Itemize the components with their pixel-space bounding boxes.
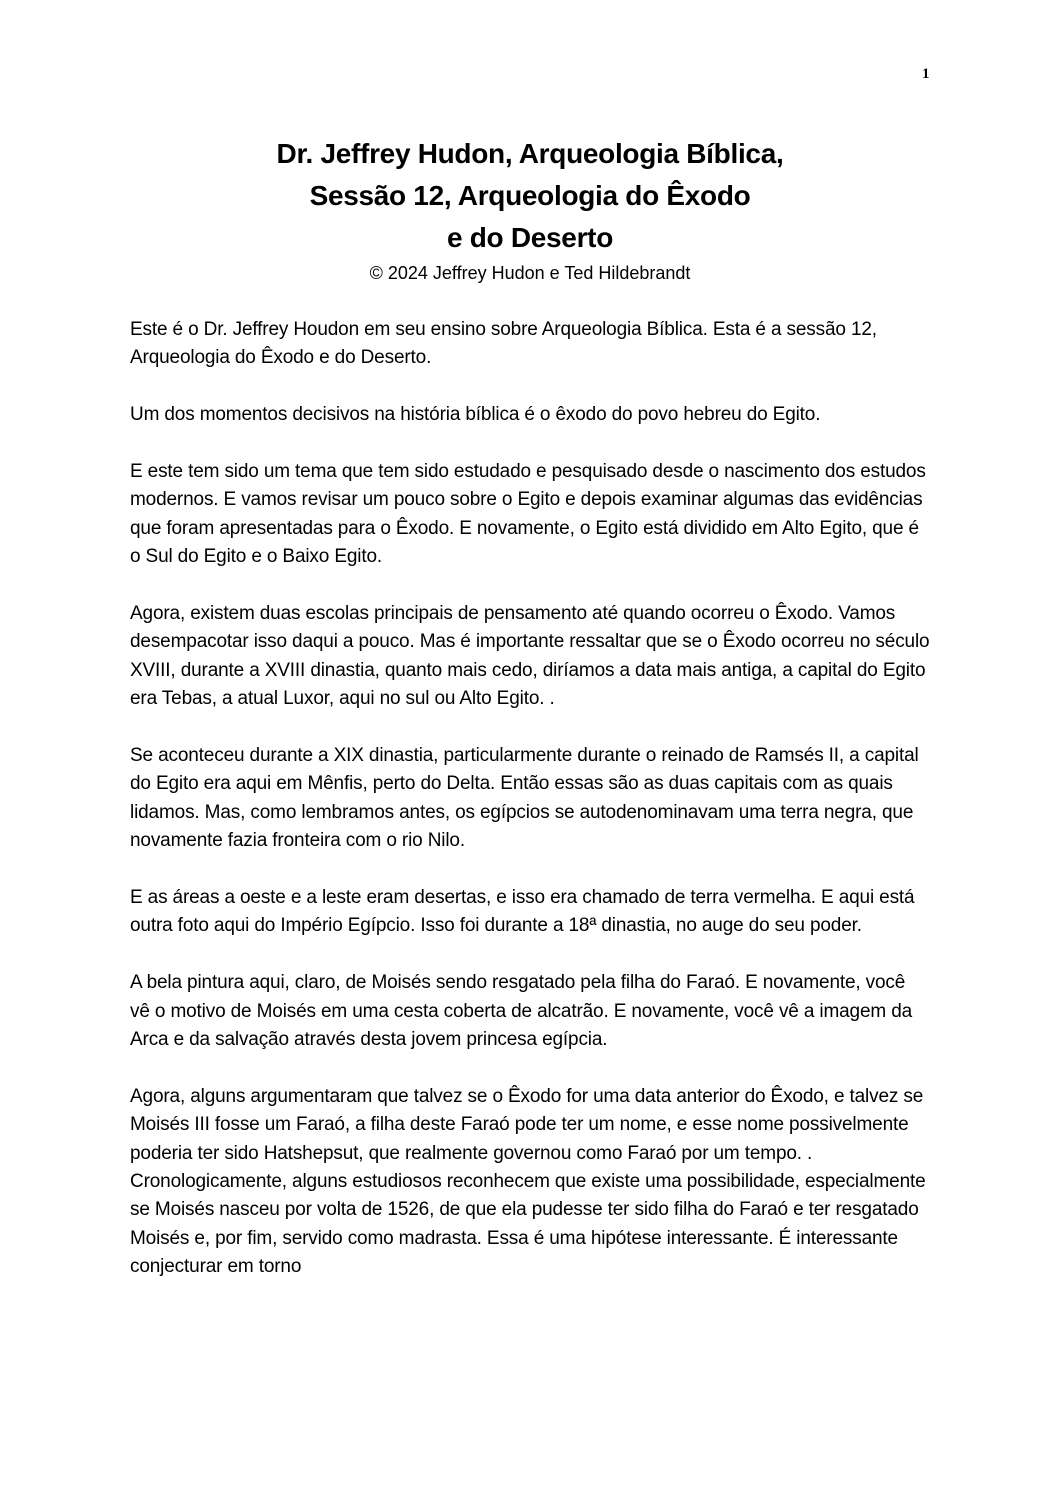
paragraph: A bela pintura aqui, claro, de Moisés sendo resgatado pela filha do Faraó. E novamente, você vê o motivo de Moisés em uma cesta coberta de alcatrão. E novamente, você vê a imagem da Arca e da salvação através desta jovem princesa egípcia. — [130, 972, 913, 1051]
paragraph: E as áreas a oeste e a leste eram desertas, e isso era chamado de terra vermelha. E aqui está outra foto aqui do Império Egípcio. Isso foi durante a 18ª dinastia, no auge do seu poder. — [130, 887, 915, 937]
paragraph: Se aconteceu durante a XIX dinastia, particularmente durante o reinado de Ramsés II, a capital do Egito era aqui em Mênfis, perto do Delta. Então essas são as duas capitais com as quais lidamos. Mas, como lembramos antes, os egípcios se autodenominavam uma terra negra, que novamente fazia fronteira com o rio Nilo. — [130, 745, 919, 852]
paragraph: Este é o Dr. Jeffrey Houdon em seu ensino sobre Arqueologia Bíblica. Esta é a sessão 12, Arqueologia do Êxodo e do Deserto. — [130, 319, 877, 369]
title-line-3: e do Deserto — [447, 222, 613, 253]
title-line-2: Sessão 12, Arqueologia do Êxodo — [309, 180, 751, 211]
copyright-line: © 2024 Jeffrey Hudon e Ted Hildebrandt — [369, 263, 691, 283]
paragraph: E este tem sido um tema que tem sido estudado e pesquisado desde o nascimento dos estudos modernos. E vamos revisar um pouco sobre o Egito e depois examinar algumas das evidências que foram apresentadas para o Êxodo. E novamente, o Egito está dividido em Alto Egito, que é o Sul do Egito e o Baixo Egito. — [130, 461, 926, 568]
paragraph: Agora, existem duas escolas principais de pensamento até quando ocorreu o Êxodo. Vamos desempacotar isso daqui a pouco. Mas é importante ressaltar que se o Êxodo ocorreu no século XVIII, durante a XVIII dinastia, quanto mais cedo, diríamos a data mais antiga, a capital do Egito era Tebas, a atual Luxor, aqui no sul ou Alto Egito. . — [130, 603, 930, 710]
document-header — [130, 133, 930, 287]
paragraph: Um dos momentos decisivos na história bíblica é o êxodo do povo hebreu do Egito. — [130, 404, 821, 426]
paragraph: Agora, alguns argumentaram que talvez se o Êxodo for uma data anterior do Êxodo, e talvez se Moisés III fosse um Faraó, a filha deste Faraó pode ter um nome, e esse nome possivelmente poderia ter sido Hatshepsut, que realmente governou como Faraó por um tempo. . Cronologicamente, alguns estudiosos reconhecem que existe uma possibilidade, especialmente se Moisés nasceu por volta de 1526, de que ela pudesse ter sido filha do Faraó e ter resgatado Moisés e, por fim, servido como madrasta. Essa é uma hipótese interessante. É interessante conjecturar em torno — [130, 1085, 926, 1278]
document-body — [130, 316, 930, 1310]
page-number: 1 — [922, 66, 930, 82]
title-line-1: Dr. Jeffrey Hudon, Arqueologia Bíblica, — [276, 138, 784, 169]
